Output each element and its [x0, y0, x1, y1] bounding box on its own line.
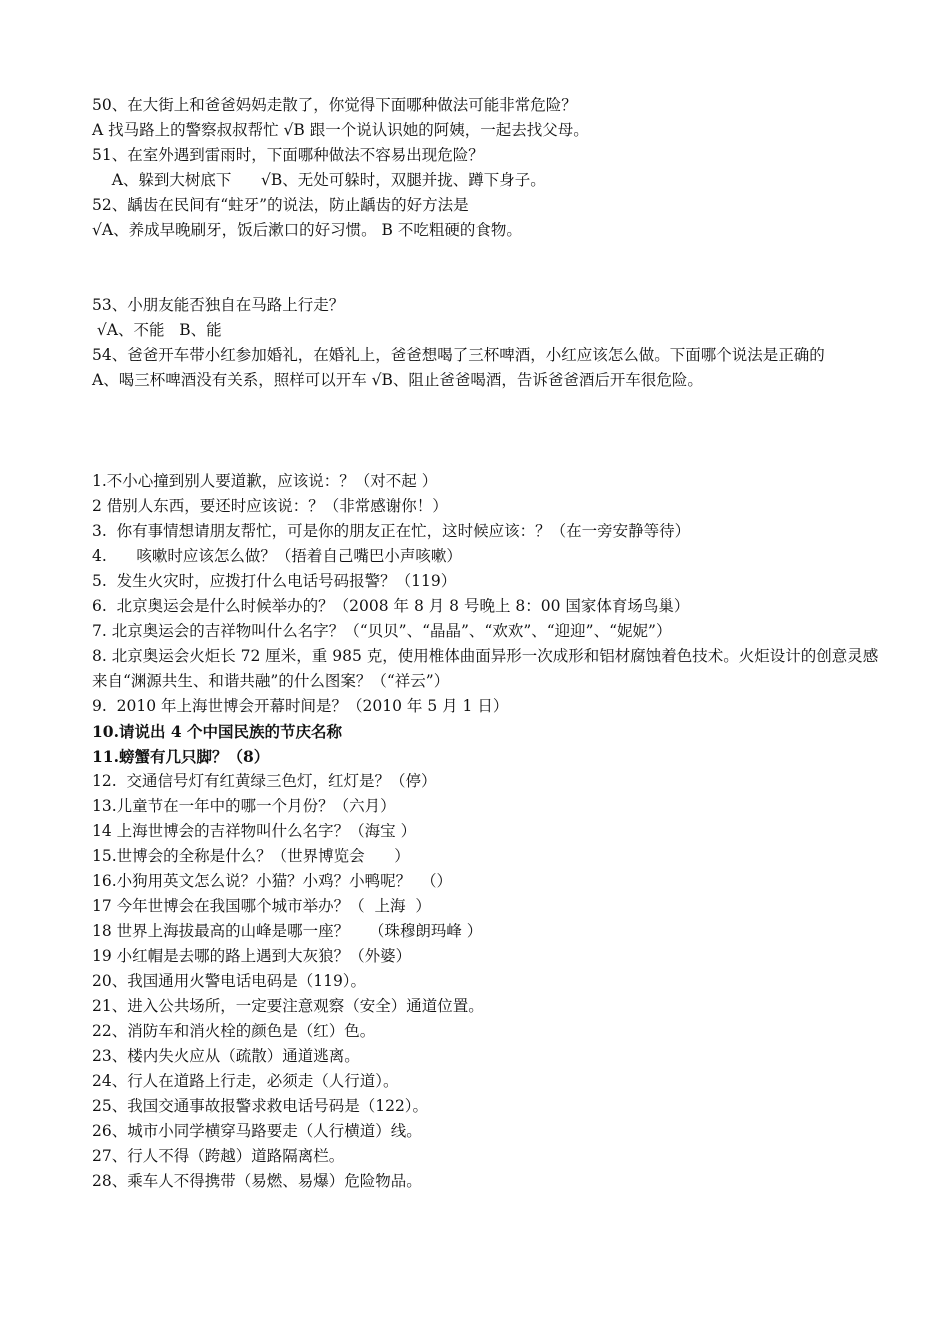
quiz-item-5: 5. 发生火灾时，应拨打什么电话号码报警？（119）	[92, 572, 457, 590]
section-questions-50-52	[92, 93, 892, 243]
document-body	[92, 93, 892, 1194]
quiz-item-17: 17 今年世博会在我国哪个城市举办？（ 上海 ）	[92, 897, 431, 915]
quiz-item-16: 16.小狗用英文怎么说？小猫？小鸡？小鸭呢？ （）	[92, 872, 453, 890]
question-51: 51、在室外遇到雷雨时，下面哪种做法不容易出现危险？	[92, 146, 484, 164]
quiz-item-3: 3. 你有事情想请朋友帮忙，可是你的朋友正在忙，这时候应该：？（在一旁安静等待）	[92, 522, 691, 540]
quiz-item-10: 10.请说出 4 个中国民族的节庆名称	[92, 722, 343, 741]
quiz-item-2: 2 借别人东西，要还时应该说：？（非常感谢你！）	[92, 497, 448, 515]
spacer	[92, 393, 892, 469]
question-52: 52、龋齿在民间有“蛀牙”的说法，防止龋齿的好方法是	[92, 196, 469, 214]
spacer	[92, 243, 892, 293]
section-quiz-list	[92, 469, 892, 1194]
question-50: 50、在大街上和爸爸妈妈走散了，你觉得下面哪种做法可能非常危险？	[92, 96, 577, 114]
question-54: 54、爸爸开车带小红参加婚礼，在婚礼上，爸爸想喝了三杯啤酒，小红应该怎么做。下面哪个说法是正确的	[92, 346, 825, 364]
quiz-item-7: 7. 北京奥运会的吉祥物叫什么名字？（“贝贝”、“晶晶”、“欢欢”、“迎迎”、“妮妮”）	[92, 622, 672, 640]
quiz-item-11: 11.螃蟹有几只脚？（8）	[92, 747, 270, 766]
answer-54: A、喝三杯啤酒没有关系，照样可以开车 √B、阻止爸爸喝酒，告诉爸爸酒后开车很危险。	[92, 371, 703, 389]
quiz-item-21: 21、进入公共场所，一定要注意观察（安全）通道位置。	[92, 997, 484, 1015]
quiz-item-28: 28、乘车人不得携带（易燃、易爆）危险物品。	[92, 1172, 422, 1190]
quiz-item-20: 20、我国通用火警电话电码是（119）。	[92, 972, 367, 990]
answer-50: A 找马路上的警察叔叔帮忙 √B 跟一个说认识她的阿姨，一起去找父母。	[92, 121, 589, 139]
quiz-item-24: 24、行人在道路上行走，必须走（人行道）。	[92, 1072, 399, 1090]
answer-52: √A、养成早晚刷牙，饭后漱口的好习惯。 B 不吃粗硬的食物。	[92, 221, 522, 239]
quiz-item-23: 23、楼内失火应从（疏散）通道逃离。	[92, 1047, 360, 1065]
quiz-item-15: 15.世博会的全称是什么？（世界博览会 ）	[92, 847, 410, 865]
quiz-item-13: 13.儿童节在一年中的哪一个月份？（六月）	[92, 797, 396, 815]
quiz-item-6: 6. 北京奥运会是什么时候举办的？（2008 年 8 月 8 号晚上 8：00 国家体育场鸟巢）	[92, 597, 690, 615]
quiz-item-18: 18 世界上海拔最高的山峰是哪一座？ （珠穆朗玛峰 ）	[92, 922, 483, 940]
quiz-item-12: 12. 交通信号灯有红黄绿三色灯，红灯是？（停）	[92, 772, 437, 790]
quiz-item-25: 25、我国交通事故报警求救电话号码是（122）。	[92, 1097, 429, 1115]
quiz-item-8: 8. 北京奥运会火炬长 72 厘米，重 985 克，使用椎体曲面异形一次成形和铝材腐蚀着色技术。火炬设计的创意灵感来自“渊源共生、和谐共融”的什么图案？（“祥云”）	[92, 647, 879, 690]
quiz-item-9: 9. 2010 年上海世博会开幕时间是？（2010 年 5 月 1 日）	[92, 697, 509, 715]
quiz-item-14: 14 上海世博会的吉祥物叫什么名字？（海宝 ）	[92, 822, 417, 840]
quiz-item-22: 22、消防车和消火栓的颜色是（红）色。	[92, 1022, 376, 1040]
answer-53: √A、不能 B、能	[92, 321, 222, 339]
quiz-item-1: 1.不小心撞到别人要道歉，应该说：？（对不起 ）	[92, 472, 438, 490]
question-53: 53、小朋友能否独自在马路上行走？	[92, 296, 345, 314]
quiz-item-26: 26、城市小同学横穿马路要走（人行横道）线。	[92, 1122, 422, 1140]
quiz-item-4: 4. 咳嗽时应该怎么做？（捂着自己嘴巴小声咳嗽）	[92, 547, 462, 565]
answer-51: A、躲到大树底下 √B、无处可躲时，双腿并拢、蹲下身子。	[92, 171, 546, 189]
section-questions-53-54	[92, 293, 892, 393]
quiz-item-19: 19 小红帽是去哪的路上遇到大灰狼？（外婆）	[92, 947, 412, 965]
quiz-item-27: 27、行人不得（跨越）道路隔离栏。	[92, 1147, 345, 1165]
